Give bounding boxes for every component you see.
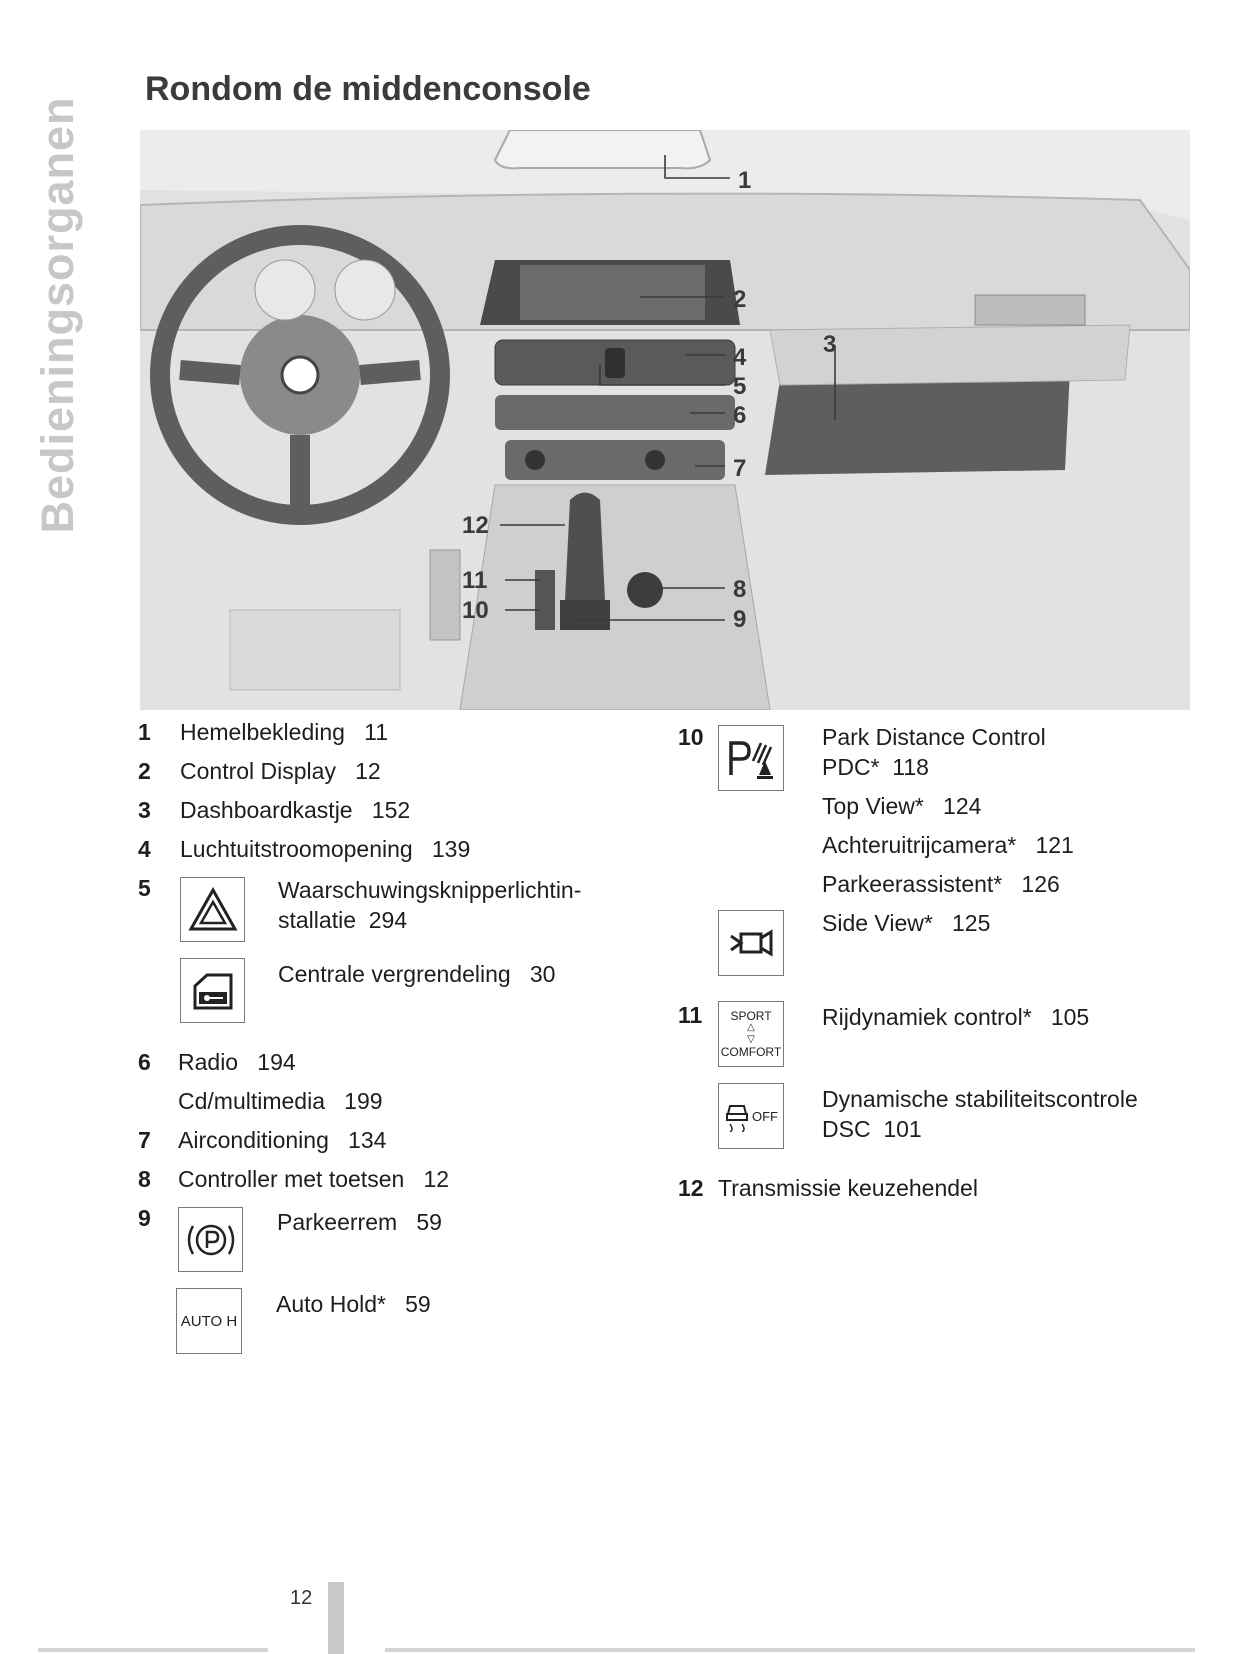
item-page: 11: [364, 719, 388, 745]
item-number: 7: [138, 1127, 151, 1153]
driving-dynamics-icon: [718, 1001, 784, 1067]
footer-divider: [38, 1648, 268, 1652]
page-marker-bar: [328, 1582, 344, 1654]
item-number: 8: [138, 1166, 151, 1192]
item-label: Radio: [178, 1049, 239, 1075]
callout-3: 3: [823, 331, 837, 358]
callout-4: 4: [733, 344, 747, 371]
page-number: 12: [290, 1587, 313, 1609]
dashboard-illustration: [140, 130, 1190, 710]
callout-6: 6: [733, 402, 747, 429]
item-number: 4: [138, 836, 151, 862]
item-label: Hemelbekleding: [180, 719, 345, 745]
hazard-page: 294: [368, 907, 408, 933]
camera-item: [822, 830, 1074, 860]
lock-label: Centrale vergrendeling: [278, 961, 511, 987]
item-label: Auto Hold*: [276, 1291, 386, 1317]
comfort-text: COMFORT: [720, 1045, 782, 1059]
parking-brake-description: [277, 1207, 442, 1237]
hazard-label: stallatie: [278, 907, 356, 933]
list-item: [180, 717, 388, 747]
item-page: 12: [355, 758, 381, 784]
park-distance-control-icon: [718, 725, 784, 791]
pdc-description: [822, 722, 1046, 782]
central-locking-description: [278, 959, 555, 989]
item-number: 12: [678, 1175, 704, 1201]
callout-8: 8: [733, 576, 747, 603]
item-number: 5: [138, 875, 151, 901]
item-label: Rijdynamiek control*: [822, 1004, 1032, 1030]
dsc-off-icon: [718, 1083, 784, 1149]
hazard-description: [278, 875, 581, 935]
item-page: 139: [431, 836, 471, 862]
dsc-label-line2: [822, 1114, 1138, 1144]
list-subitem: [178, 1086, 383, 1116]
pdc-label-line1: Park Distance Control: [822, 724, 1046, 750]
transmission-item: Transmissie keuzehendel: [718, 1175, 978, 1201]
callout-1: 1: [738, 167, 752, 194]
list-item: [180, 795, 410, 825]
list-item: [178, 1164, 449, 1194]
callout-7: 7: [733, 455, 747, 482]
item-number: 1: [138, 719, 151, 745]
item-page: 126: [1021, 871, 1060, 897]
list-item: [180, 834, 470, 864]
car-skid-icon: [724, 1100, 750, 1132]
dsc-description: [822, 1084, 1138, 1144]
side-view-camera-icon: [718, 910, 784, 976]
item-page: 125: [951, 910, 991, 936]
callout-11: 11: [462, 567, 488, 594]
item-label: Achteruitrijcamera*: [822, 832, 1017, 858]
item-page: 134: [348, 1127, 387, 1153]
pdc-page: 118: [892, 754, 929, 780]
item-label: Parkeerrem: [277, 1209, 398, 1235]
dsc-page: 101: [883, 1116, 922, 1142]
item-label: Dashboardkastje: [180, 797, 353, 823]
dsc-icon-text: OFF: [752, 1108, 778, 1124]
list-item: [178, 1125, 386, 1155]
item-number: 11: [678, 1002, 703, 1028]
sport-text: SPORT: [730, 1009, 772, 1023]
callout-12: 12: [462, 512, 489, 539]
item-label: Control Display: [180, 758, 336, 784]
item-page: 194: [257, 1049, 296, 1075]
item-label: Controller met toetsen: [178, 1166, 405, 1192]
chapter-side-tab: [32, 70, 83, 560]
parkassist-item: [822, 869, 1060, 899]
item-number: 3: [138, 797, 151, 823]
item-label: Side View*: [822, 910, 933, 936]
callout-9: 9: [733, 606, 747, 633]
item-number: 6: [138, 1049, 151, 1075]
auto-hold-icon: [176, 1288, 242, 1354]
page-title: Rondom de middenconsole: [145, 70, 591, 108]
hazard-text-line2: [278, 905, 581, 935]
item-page: 152: [371, 797, 411, 823]
callout-10: 10: [462, 597, 489, 624]
dsc-label: DSC: [822, 1116, 871, 1142]
hazard-text-line1: Waarschuwingsknipperlichtin-: [278, 877, 582, 903]
list-item: [178, 1047, 296, 1077]
callout-2: 2: [733, 286, 747, 313]
dsc-label-line1: Dynamische stabiliteitscontrole: [822, 1086, 1138, 1112]
central-locking-icon: [180, 958, 245, 1023]
list-item: [180, 756, 381, 786]
pdc-label: PDC*: [822, 754, 880, 780]
item-number: 10: [678, 724, 704, 750]
drive-dynamics-item: [822, 1002, 1089, 1032]
arrow-up-icon: △: [747, 1022, 755, 1033]
auto-hold-description: [276, 1289, 431, 1319]
item-label: Luchtuitstroomopening: [180, 836, 413, 862]
lock-page: 30: [529, 961, 556, 987]
item-number: 2: [138, 758, 151, 784]
footer-divider: [385, 1648, 1195, 1652]
item-page: 121: [1035, 832, 1074, 858]
item-page: 59: [416, 1209, 442, 1235]
topview-item: [822, 791, 981, 821]
arrow-down-icon: ▽: [747, 1034, 755, 1045]
parking-brake-icon: [178, 1207, 243, 1272]
item-number: 9: [138, 1205, 151, 1231]
chapter-side-tab-text: Bedieningsorganen: [32, 96, 83, 534]
item-page: 124: [943, 793, 982, 819]
item-label: Parkeerassistent*: [822, 871, 1003, 897]
item-label: Cd/multimedia: [178, 1088, 325, 1114]
item-page: 12: [423, 1166, 450, 1192]
item-page: 199: [344, 1088, 383, 1114]
item-page: 59: [405, 1291, 431, 1317]
hazard-warning-icon: [180, 877, 245, 942]
item-page: 105: [1050, 1004, 1090, 1030]
auto-hold-icon-text: AUTO H: [180, 1312, 238, 1330]
pdc-label-line2: [822, 752, 1046, 782]
item-label: Airconditioning: [178, 1127, 329, 1153]
item-label: Top View*: [822, 793, 924, 819]
callout-5: 5: [733, 373, 747, 400]
sideview-item: [822, 908, 990, 938]
